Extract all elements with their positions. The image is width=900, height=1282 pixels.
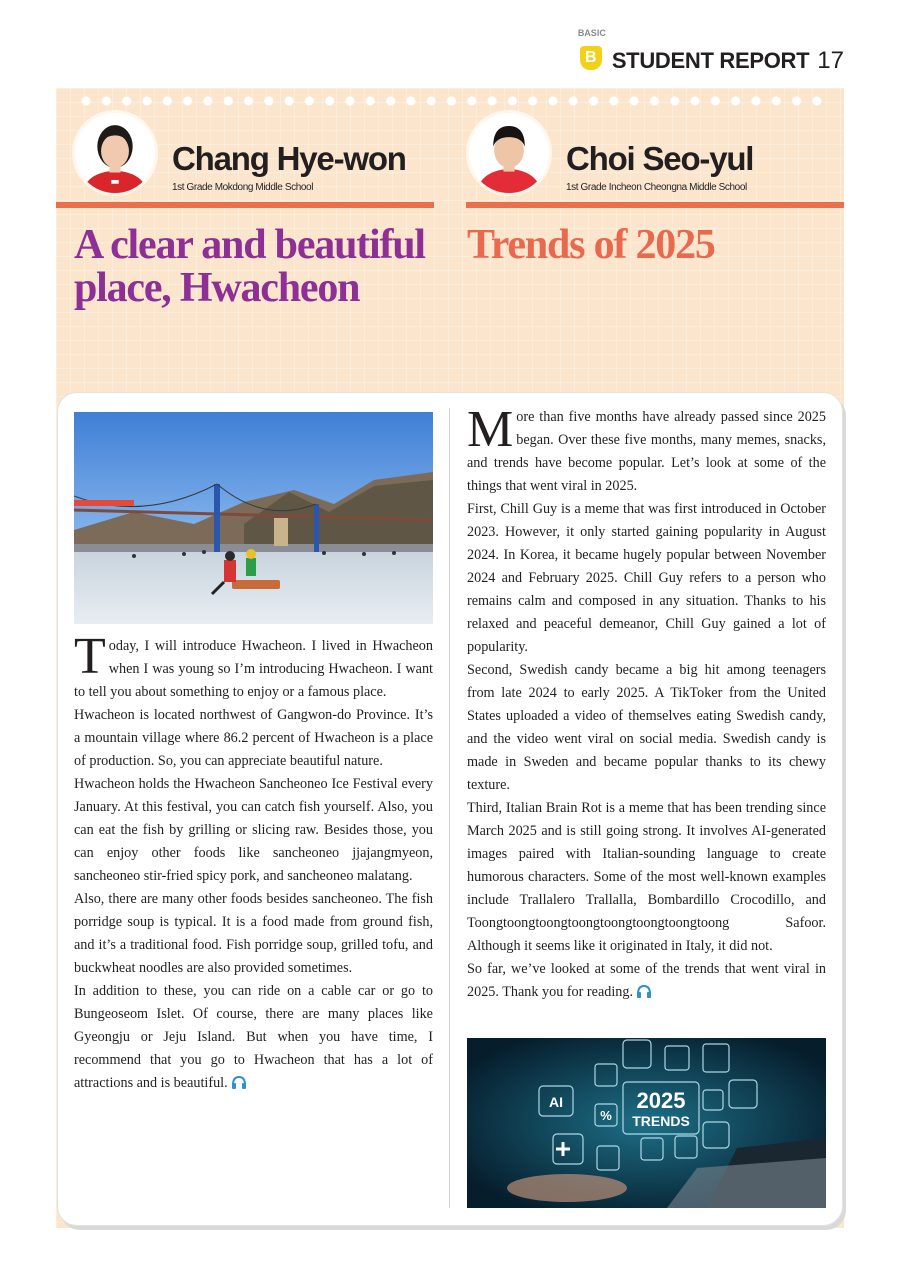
author-right <box>466 110 844 196</box>
paragraph: Hwacheon holds the Hwacheon Sancheoneo Ice Festival every January. At this festival, you can catch fish yourself. Also, you can eat the fish by grilling or slicing raw. Besides those, you can enjoy other foods like sancheoneo jjajangmyeon, sancheoneo stir-fried spicy pork, and sancheoneo malatang. <box>74 776 433 884</box>
accent-bar-left <box>56 202 434 208</box>
paragraph: Second, Swedish candy became a big hit among teenagers from late 2024 to early 2025. A TikToker from the United States uploaded a video of themselves eating Swedish candy, and the video went viral on social media. Swedish candy is made in Sweden and became popular thanks to its chewy texture. <box>467 662 826 793</box>
image-text-2025: 2025 <box>636 1088 686 1113</box>
section-title: STUDENT REPORT <box>611 48 810 73</box>
image-text-trends: TRENDS <box>632 1113 690 1129</box>
avatar <box>466 110 552 196</box>
trends-2025-image <box>467 1038 826 1208</box>
badge-letter: B <box>580 46 602 70</box>
author-name: Chang Hye-won <box>172 140 406 177</box>
article-body-left <box>74 628 433 1095</box>
author-school: 1st Grade Incheon Cheongna Middle School <box>566 182 747 193</box>
headphones-icon <box>231 1075 247 1089</box>
page-number: 17 <box>817 47 844 74</box>
image-text-ai: AI <box>549 1094 563 1110</box>
accent-bar-right <box>466 202 844 208</box>
paragraph: Third, Italian Brain Rot is a meme that has been trending since March 2025 and is still going strong. It involves AI-generated images paired with Italian-sounding language to create humorous characters. Some of the most well-known examples include Trallalero Trallalla, Bombardillo Crocodillo, and Toongtoongtoongtoongtoongtoongtoongtoong Safoor. Although it seems like it originated in Italy, it did not. <box>467 800 826 954</box>
paragraph: oday, I will introduce Hwacheon. I lived in Hwacheon when I was young so I’m introducing Hwacheon. I want to tell you about something to enjoy or a famous place. <box>74 638 433 700</box>
author-school: 1st Grade Mokdong Middle School <box>172 182 314 193</box>
drop-cap: T <box>74 628 106 685</box>
avatar <box>72 110 158 196</box>
paragraph: In addition to these, you can ride on a cable car or go to Bungeoseom Islet. Of course, there are many places like Gyeongju or Jeju Island. But when you have time, I recommend that you go to Hwacheon that has a lot of attractions and is beautiful. <box>74 983 433 1091</box>
article-title-left: A clear and beautiful place, Hwacheon <box>74 222 425 311</box>
badge-small-text: BASIC <box>577 28 606 38</box>
author-left <box>72 110 434 196</box>
paragraph: ore than five months have already passed since 2025 began. Over these five months, many memes, snacks, and trends have become popular. Let’s look at some of the things that went viral in 2025. <box>467 409 826 494</box>
paragraph: Also, there are many other foods besides sancheoneo. The fish porridge soup is typical. It is a food made from ground fish, and it’s a traditional food. Fish porridge soup, grilled tofu, and buckwheat noodles are also provided sometimes. <box>74 891 433 976</box>
paragraph: First, Chill Guy is a meme that was first introduced in October 2023. However, it only started gaining popularity in August 2024. In Korea, it became hugely popular between November 2024 and February 2025. Chill Guy refers to a person who remains calm and composed in any situation. Thanks to his relaxed and peaceful demeanor, Chill Guy gained a lot of popularity. <box>467 501 826 655</box>
notepad-holes <box>76 96 826 106</box>
article-body-right <box>467 401 826 1004</box>
image-text-percent: % <box>600 1108 612 1123</box>
author-name: Choi Seo-yul <box>566 140 754 177</box>
paragraph: So far, we’ve looked at some of the trends that went viral in 2025. Thank you for reading. <box>467 961 826 1000</box>
drop-cap: M <box>467 401 514 458</box>
page-header <box>578 30 844 74</box>
paragraph: Hwacheon is located northwest of Gangwon-do Province. It’s a mountain village where 86.2 percent of Hwacheon is a place of production. So, you can appreciate beautiful nature. <box>74 707 433 769</box>
hwacheon-ice-festival-photo <box>74 412 433 624</box>
column-divider <box>449 408 450 1208</box>
headphones-icon <box>636 984 652 998</box>
basic-badge-icon <box>578 30 606 74</box>
article-title-right: Trends of 2025 <box>467 222 715 268</box>
